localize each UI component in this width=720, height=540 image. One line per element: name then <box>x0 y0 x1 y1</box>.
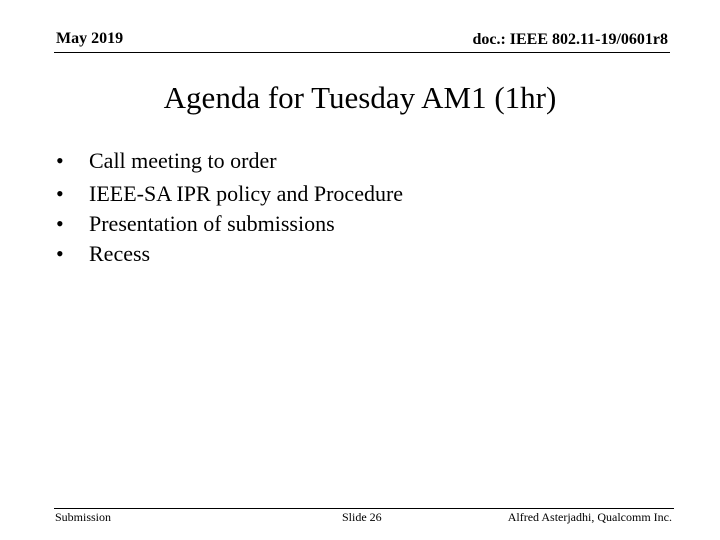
footer-divider <box>54 508 674 509</box>
bullet-icon: • <box>56 211 64 236</box>
slide-title: Agenda for Tuesday AM1 (1hr) <box>163 80 557 115</box>
agenda-list <box>56 146 403 269</box>
header-date: May 2019 <box>56 30 124 47</box>
agenda-item-label: Recess <box>89 241 151 266</box>
header-divider <box>54 52 670 53</box>
agenda-item <box>56 179 403 209</box>
bullet-icon: • <box>56 241 64 266</box>
header-doc-id: doc.: IEEE 802.11-19/0601r8 <box>472 31 668 48</box>
footer-slide-number: Slide 26 <box>342 510 382 524</box>
agenda-item-label: Call meeting to order <box>89 148 277 173</box>
footer-submission: Submission <box>55 510 112 524</box>
agenda-item <box>56 146 403 176</box>
agenda-item-label: IEEE-SA IPR policy and Procedure <box>89 181 404 206</box>
agenda-item <box>56 239 403 269</box>
agenda-item <box>56 209 403 239</box>
footer-author: Alfred Asterjadhi, Qualcomm Inc. <box>507 510 672 524</box>
bullet-icon: • <box>56 181 64 206</box>
bullet-icon: • <box>56 148 64 173</box>
agenda-item-label: Presentation of submissions <box>89 211 335 236</box>
